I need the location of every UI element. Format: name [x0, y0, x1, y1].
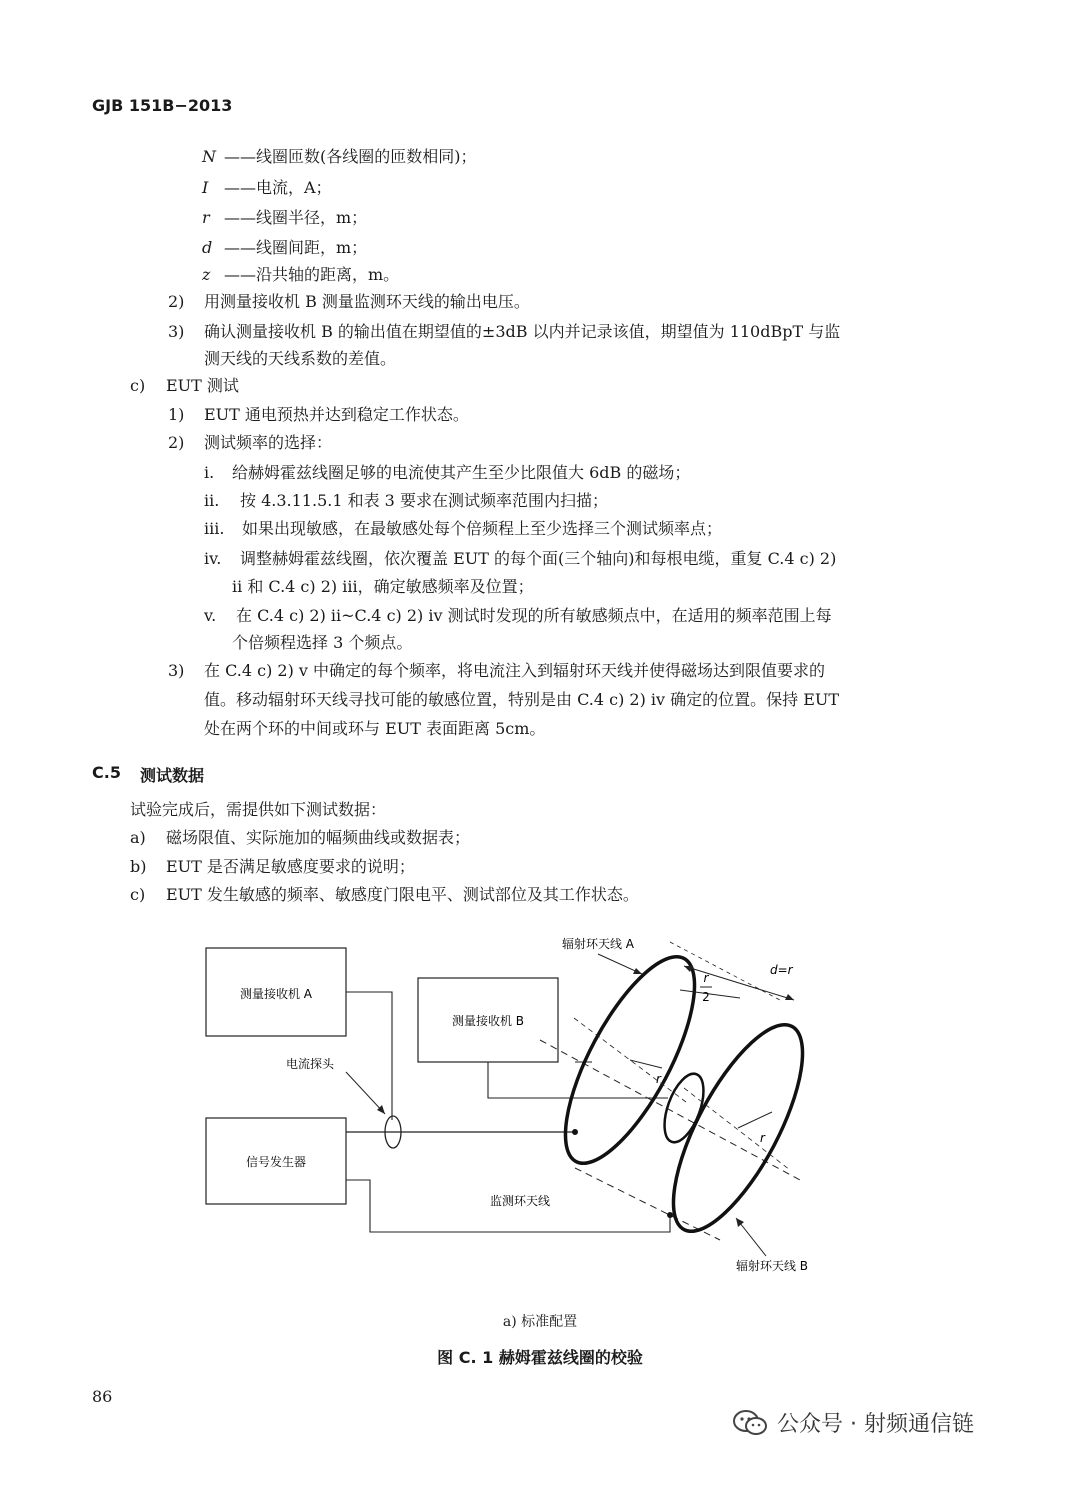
figure-subcaption: a) 标准配置	[502, 1314, 578, 1330]
signal-generator-label: 信号发生器	[245, 1155, 307, 1169]
sub-item-iv-text-2: ii 和 C.4 c) 2) iii，确定敏感频率及位置；	[232, 577, 534, 596]
step-c3-text-2: 值。移动辐射环天线寻找可能的敏感位置，特别是由 C.4 c) 2) iv 确定的位置。保持 EUT	[204, 690, 840, 709]
sub-item-v-text-1: 在 C.4 c) 2) ii~C.4 c) 2) iv 测试时发现的所有敏感频点中，在适用的频率范围上每	[236, 606, 832, 625]
c5-item-a-text: 磁场限值、实际施加的幅频曲线或数据表；	[166, 828, 471, 847]
var-row-z: z ——沿共轴的距离，m。	[202, 265, 400, 284]
step-c3-text-1: 在 C.4 c) 2) v 中确定的每个频率，将电流注入到辐射环天线并使得磁场达到限值要求的	[204, 661, 826, 680]
c5-intro: 试验完成后，需提供如下测试数据：	[130, 800, 387, 819]
section-c5-title: 测试数据	[140, 766, 205, 785]
var-row-n: N ——线圈匝数(各线圈的匝数相同)；	[202, 147, 477, 166]
receiver-b-label: 测量接收机 B	[451, 1014, 525, 1028]
step-c1-num: 1)	[168, 405, 185, 424]
figure-title: 图 C. 1 赫姆霍兹线圈的校验	[437, 1348, 643, 1367]
step-b2-text: 用测量接收机 B 测量监测环天线的输出电压。	[204, 292, 530, 311]
dimension-r-denominator: 2	[702, 990, 710, 1004]
step-c2-text: 测试频率的选择：	[204, 433, 333, 452]
step-b3-num: 3)	[168, 322, 185, 341]
step-b2-num: 2)	[168, 292, 185, 311]
watermark-text: 公众号 · 射频通信链	[777, 1412, 974, 1437]
radiating-loop-a-label: 辐射环天线 A	[561, 937, 635, 951]
dimension-r-numerator: r	[703, 971, 709, 985]
radiating-loop-b-label: 辐射环天线 B	[735, 1259, 809, 1273]
c5-item-b-num: b)	[130, 857, 147, 876]
sub-item-v-text-2: 个倍频程选择 3 个频点。	[232, 633, 413, 652]
coil-axis-line	[540, 1040, 800, 1180]
sub-item-iii-text: 如果出现敏感，在最敏感处每个倍频程上至少选择三个测试频率点；	[242, 519, 723, 538]
sub-item-i-num: i.	[204, 463, 215, 482]
step-c2-num: 2)	[168, 433, 185, 452]
sub-item-iv-num: iv.	[204, 549, 222, 568]
step-b3-text-1: 确认测量接收机 B 的输出值在期望值的±3dB 以内并记录该值，期望值为 110dBpT 与监	[204, 322, 841, 341]
sub-item-ii-num: ii.	[204, 491, 220, 510]
wire-receiver-a	[346, 992, 392, 1120]
monitor-loop-label: 监测环天线	[489, 1194, 551, 1208]
c5-item-c-text: EUT 发生敏感的频率、敏感度门限电平、测试部位及其工作状态。	[166, 885, 639, 904]
current-probe-label: 电流探头	[285, 1057, 335, 1071]
sub-item-iii-num: iii.	[204, 519, 225, 538]
c5-item-a-num: a)	[130, 828, 146, 847]
radius-label-a: r	[656, 1072, 661, 1086]
helmholtz-calibration-diagram	[0, 920, 1080, 1290]
var-row-d: d ——线圈间距，m；	[202, 238, 368, 257]
step-c3-text-3: 处在两个环的中间或环与 EUT 表面距离 5cm。	[204, 719, 546, 738]
receiver-a-label: 测量接收机 A	[239, 987, 313, 1001]
var-row-r: r ——线圈半径，m；	[202, 208, 368, 227]
dimension-d-label: d=r	[770, 963, 793, 977]
page-number: 86	[92, 1387, 113, 1406]
c5-item-b-text: EUT 是否满足敏感度要求的说明；	[166, 857, 415, 876]
var-row-i: I ——电流，A；	[202, 178, 332, 197]
sub-item-ii-text: 按 4.3.11.5.1 和表 3 要求在测试频率范围内扫描；	[240, 491, 608, 510]
section-c5-number: C.5	[92, 763, 121, 782]
c5-item-c-num: c)	[130, 885, 146, 904]
watermark	[733, 1407, 974, 1438]
step-c1-text: EUT 通电预热并达到稳定工作状态。	[204, 405, 469, 424]
radius-label-b: r	[760, 1131, 765, 1145]
document-code: GJB 151B−2013	[92, 96, 233, 115]
sub-item-iv-text-1: 调整赫姆霍兹线圈，依次覆盖 EUT 的每个面(三个轴向)和每根电缆，重复 C.4 c) 2)	[240, 549, 837, 568]
step-b3-text-2: 测天线的天线系数的差值。	[204, 349, 397, 368]
wechat-icon	[733, 1409, 767, 1437]
step-c3-num: 3)	[168, 661, 185, 680]
section-c-label: c)	[130, 376, 146, 395]
section-c-title: EUT 测试	[166, 376, 239, 395]
sub-item-v-num: v.	[204, 606, 217, 625]
sub-item-i-text: 给赫姆霍兹线圈足够的电流使其产生至少比限值大 6dB 的磁场；	[232, 463, 691, 482]
